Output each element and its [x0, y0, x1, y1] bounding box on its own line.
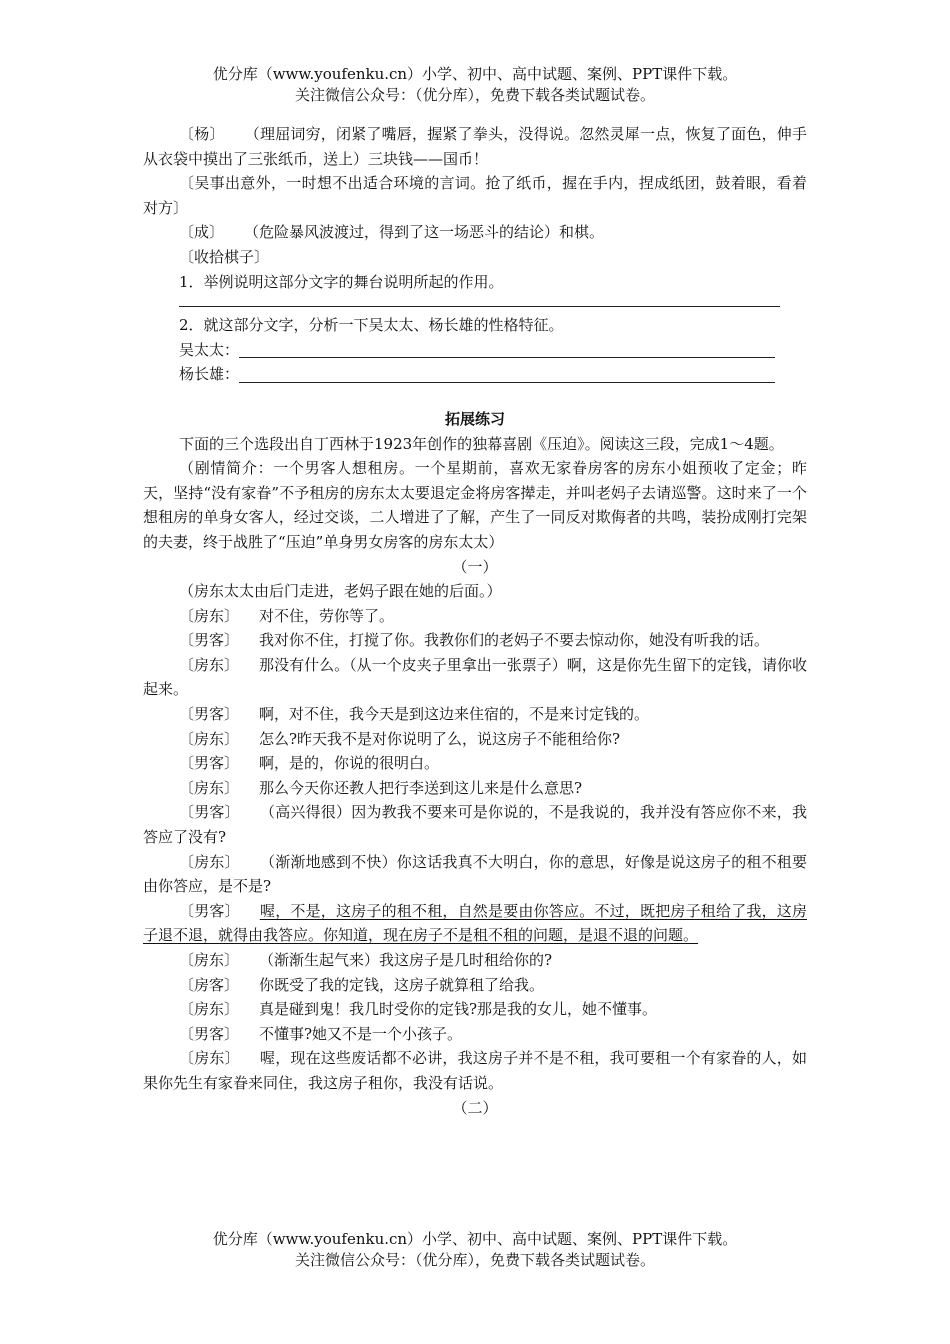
stage-direction: （理屈词穷，闭紧了嘴唇，握紧了拳头，没得说。忽然灵犀一点，恢复了面色，伸手从衣袋中摸出了三张纸币，送上）三块钱——国币！	[143, 125, 807, 168]
speaker-label: 〔男客〕	[179, 631, 240, 650]
answer-line-1[interactable]	[179, 294, 780, 307]
cheng-line	[143, 220, 807, 245]
answer-blank-yang[interactable]	[239, 364, 775, 383]
section-1-label: （一）	[452, 557, 498, 576]
line-text: 那么今天你还教人把行李送到这儿来是什么意思?	[259, 778, 583, 797]
dialogue-line	[143, 604, 807, 629]
question-2: 2．就这部分文字，分析一下吴太太、杨长雄的性格特征。	[179, 316, 564, 335]
role-label: 〔成〕	[179, 223, 225, 242]
section-2-label: （二）	[452, 1098, 498, 1117]
page-footer	[0, 1229, 950, 1271]
line-text: 真是碰到鬼！我几时受你的定钱?那是我的女儿，她不懂事。	[259, 1000, 658, 1019]
line-text: （渐渐地感到不快）你这话我真不大明白，你的意思，好像是说这房子的租不租要由你答应，是不是?	[143, 852, 807, 896]
line-text: 喔，现在这些废话都不必讲，我这房子并不是不租，我可要租一个有家眷的人，如果你先生有家眷来同住，我这房子租你，我没有话说。	[143, 1049, 807, 1092]
dialogue-line	[143, 1022, 807, 1047]
speaker-label: 〔房东〕	[179, 1000, 240, 1019]
dialogue-line	[143, 973, 807, 998]
line-text: （高兴得很）因为教我不要来可是你说的，不是我说的，我并没有答应你不来，我答应了没有?	[143, 803, 807, 847]
line-text: 啊，是的，你说的很明白。	[259, 754, 440, 773]
dialogue-line	[143, 800, 807, 849]
answer-blank-wu[interactable]	[239, 339, 775, 358]
dialogue-line	[143, 997, 807, 1022]
line-text: 不懂事?她又不是一个小孩子。	[259, 1024, 463, 1043]
wu-stage-direction: 〔吴事出意外，一时想不出适合环境的言词。抢了纸币，握在手内，捏成纸团，鼓着眼，看着对方〕	[143, 174, 807, 217]
answer-wu	[179, 338, 807, 363]
stage-direction: （房东太太由后门走进，老妈子跟在她的后面。）	[179, 582, 502, 601]
line-text: 那没有什么。（从一个皮夹子里拿出一张票子）啊，这是你先生留下的定钱，请你收起来。	[143, 655, 807, 699]
speaker-label: 〔房东〕	[179, 951, 240, 969]
dialogue-line	[143, 727, 807, 752]
speaker-label: 〔男客〕	[179, 803, 240, 822]
page-header	[0, 64, 950, 106]
line-text: （渐渐生起气来）我这房子是几时租给你的?	[259, 951, 553, 969]
dialogue-line	[143, 1046, 807, 1095]
section-title: 拓展练习	[444, 409, 505, 428]
answer-label-wu: 吴太太：	[179, 340, 240, 359]
dialogue-line	[143, 948, 807, 973]
speaker-label: 〔房客〕	[179, 975, 240, 994]
dialogue-line	[143, 751, 807, 776]
answer-label-yang: 杨长雄：	[179, 365, 240, 384]
speaker-label: 〔房东〕	[179, 729, 240, 748]
speaker-label: 〔房东〕	[179, 778, 240, 797]
dialogue-line	[143, 776, 807, 801]
dialogue-line	[143, 702, 807, 727]
header-line-2: 关注微信公众号：（优分库），免费下载各类试题试卷。	[294, 86, 655, 104]
dialogue-line	[143, 653, 807, 702]
line-text: （危险暴风波渡过，得到了这一场恶斗的结论）和棋。	[244, 223, 605, 242]
speaker-label: 〔房东〕	[179, 655, 240, 674]
line-text: 怎么?昨天我不是对你说明了么，说这房子不能租给你?	[259, 729, 621, 748]
line-text: 你既受了我的定钱，这房子就算租了给我。	[259, 975, 545, 994]
header-line-1: 优分库（www.youfenku.cn）小学、初中、高中试题、案例、PPT课件下载。	[212, 65, 738, 83]
intro-paragraph: 下面的三个选段出自丁西林于1923年创作的独幕喜剧《压迫》。阅读这三段，完成1～4题。	[179, 434, 784, 453]
footer-line-2: 关注微信公众号：（优分库），免费下载各类试题试卷。	[294, 1251, 655, 1269]
synopsis-paragraph: （剧情简介：一个男客人想租房。一个星期前，喜欢无家眷房客的房东小姐预收了定金；昨天，坚持“没有家眷”不予租房的房东太太要退定金将房客撵走，并叫老妈子去请巡警。这时来了一个想租房的单身女客人，经过交谈，二人增进了了解，产生了一同反对欺侮者的共鸣，装扮成刚打完架的夫妻，终于战胜了“压迫”单身男女房客的房东太太）	[143, 459, 807, 551]
speaker-label: 〔房东〕	[179, 852, 240, 871]
role-label: 〔杨〕	[179, 125, 225, 143]
question-1: 1．举例说明这部分文字的舞台说明所起的作用。	[179, 272, 504, 291]
speaker-label: 〔男客〕	[179, 705, 240, 724]
answer-yang	[179, 362, 807, 387]
dialogue-line	[143, 628, 807, 653]
line-text: 对不住，劳你等了。	[259, 606, 395, 625]
speaker-label: 〔男客〕	[179, 1024, 240, 1043]
speaker-label: 〔男客〕	[179, 901, 240, 920]
line-text: 啊，对不住，我今天是到这边来住宿的，不是来讨定钱的。	[259, 705, 650, 724]
document-body	[143, 122, 807, 1120]
yang-line	[143, 122, 807, 171]
dialogue-line	[143, 850, 807, 899]
dialogue-list	[143, 604, 807, 1096]
line-text: 我对你不住，打搅了你。我教你们的老妈子不要去惊动你，她没有听我的话。	[259, 631, 770, 650]
line-text: 喔，不是，这房子的租不租，自然是要由你答应。不过，既把房子租给了我，这房子退不退，就得由我答应。你知道，现在房子不是租不租的问题，是退不退的问题。	[143, 901, 807, 945]
speaker-label: 〔房东〕	[179, 606, 240, 625]
footer-line-1: 优分库（www.youfenku.cn）小学、初中、高中试题、案例、PPT课件下载。	[212, 1230, 738, 1248]
dialogue-line	[143, 899, 807, 948]
speaker-label: 〔男客〕	[179, 754, 240, 773]
collect-stage-direction: 〔收拾棋子〕	[179, 247, 270, 266]
speaker-label: 〔房东〕	[179, 1049, 240, 1068]
